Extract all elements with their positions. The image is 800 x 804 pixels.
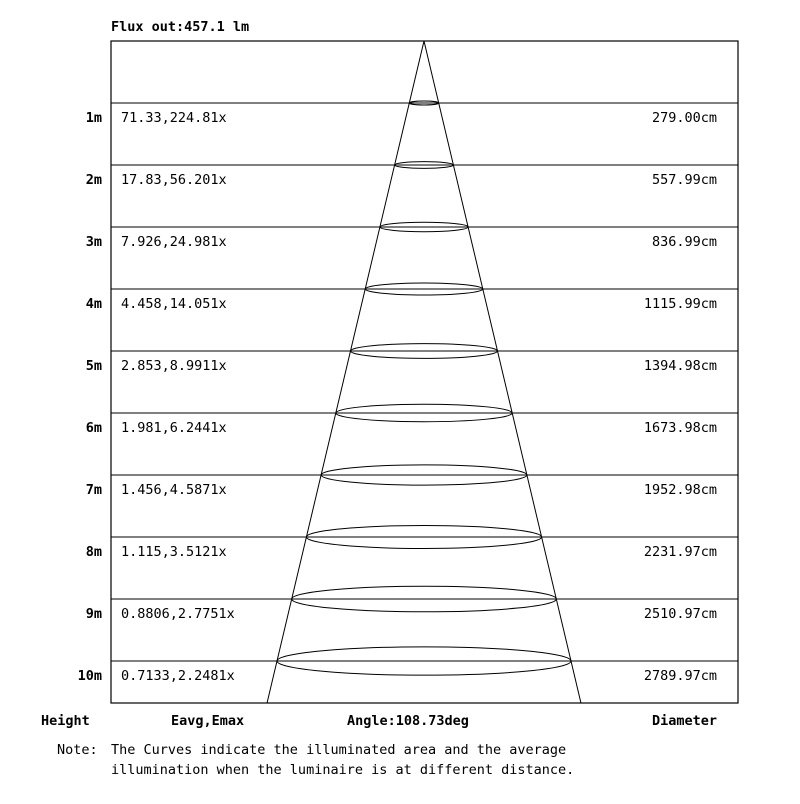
row-diameter: 2231.97cm (643, 544, 717, 560)
row-height-label: 7m (85, 482, 102, 498)
angle-label: Angle:108.73deg (347, 713, 469, 729)
height-column-label: Height (41, 713, 90, 729)
beam-edge-right (424, 41, 581, 703)
row-eavg-emax: 1.456,4.5871x (121, 482, 227, 498)
note-line-1: The Curves indicate the illuminated area and the average (111, 742, 567, 758)
row-eavg-emax: 0.7133,2.2481x (121, 668, 235, 684)
row-height-label: 4m (85, 296, 102, 312)
row-eavg-emax: 1.115,3.5121x (121, 544, 227, 560)
row-eavg-emax: 7.926,24.981x (121, 234, 227, 250)
row-height-label: 10m (77, 668, 102, 684)
row-eavg-emax: 4.458,14.051x (121, 296, 227, 312)
row-diameter: 1115.99cm (643, 296, 717, 312)
row-diameter: 557.99cm (651, 172, 717, 188)
row-diameter: 279.00cm (651, 110, 717, 126)
beam-cone (267, 41, 581, 703)
table-rows (78, 103, 738, 684)
row-eavg-emax: 17.83,56.201x (121, 172, 227, 188)
row-diameter: 1952.98cm (643, 482, 717, 498)
row-height-label: 1m (85, 110, 102, 126)
beam-edge-left (267, 41, 424, 703)
row-eavg-emax: 1.981,6.2441x (121, 420, 227, 436)
row-height-label: 5m (85, 358, 102, 374)
flux-label: Flux out:457.1 lm (111, 19, 250, 35)
row-diameter: 1394.98cm (643, 358, 717, 374)
row-height-label: 9m (85, 606, 102, 622)
row-diameter: 2789.97cm (643, 668, 717, 684)
row-eavg-emax: 2.853,8.9911x (121, 358, 227, 374)
row-diameter: 2510.97cm (643, 606, 717, 622)
row-diameter: 836.99cm (651, 234, 717, 250)
row-height-label: 6m (85, 420, 102, 436)
row-height-label: 3m (85, 234, 102, 250)
note-prefix: Note: (57, 742, 98, 758)
note-line-2: illumination when the luminaire is at different distance. (111, 762, 575, 778)
row-eavg-emax: 71.33,224.81x (121, 110, 227, 126)
diameter-column-label: Diameter (651, 713, 717, 729)
row-height-label: 2m (85, 172, 102, 188)
row-height-label: 8m (85, 544, 102, 560)
eavg-column-label: Eavg,Emax (171, 713, 245, 729)
row-diameter: 1673.98cm (643, 420, 717, 436)
row-eavg-emax: 0.8806,2.7751x (121, 606, 235, 622)
